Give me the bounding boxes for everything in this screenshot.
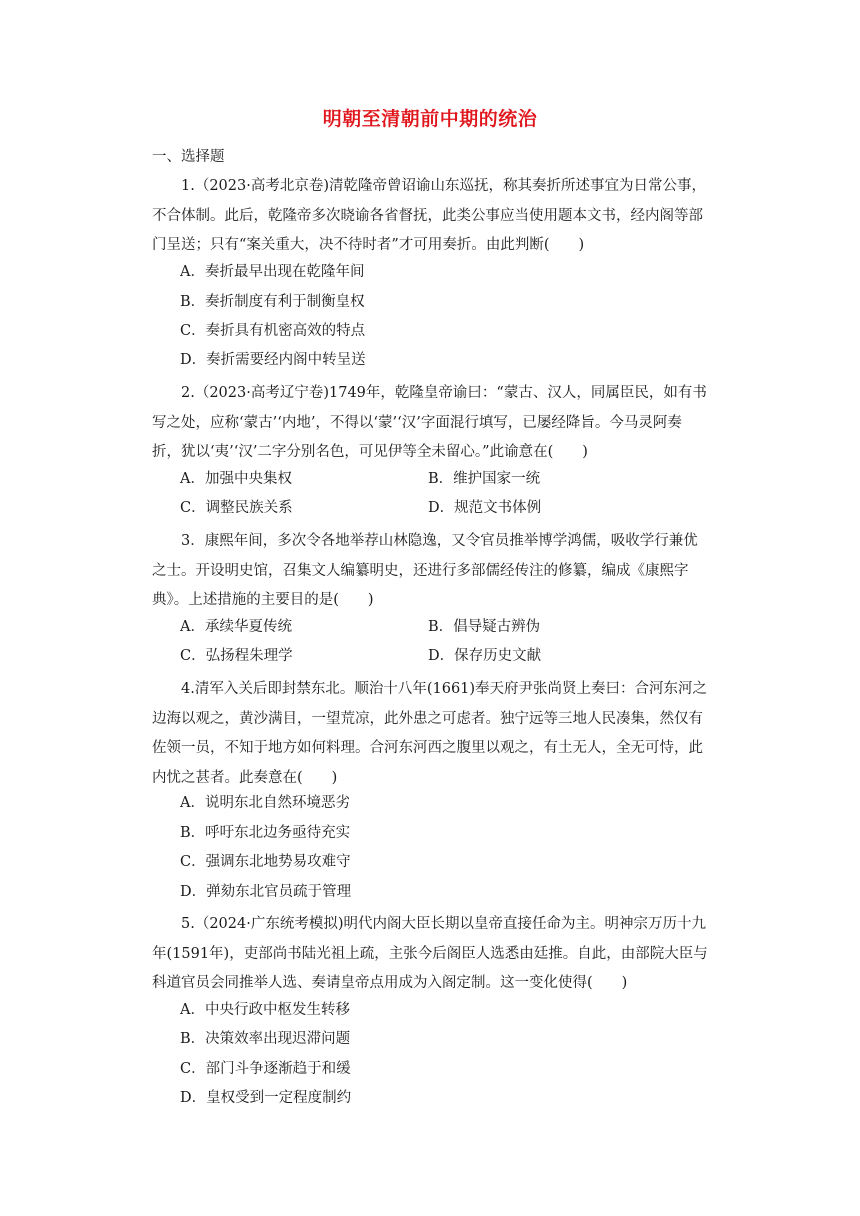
question-5-option-c[interactable]: C．部门斗争逐渐趋于和缓 (180, 1061, 351, 1077)
question-2-option-a[interactable]: A．加强中央集权 (180, 471, 292, 487)
question-4-option-d[interactable]: D．弹劾东北官员疏于管理 (180, 884, 352, 900)
question-1-stem: 1.（2023·高考北京卷)清乾隆帝曾诏谕山东巡抚，称其奏折所述事宜为日常公事，不合体制。此后，乾隆帝多次晓谕各省督抚，此类公事应当使用题本文书，经内阁等部门呈送；只有“案关重大，决不待时者”才可用奏折。由此判断( ) (152, 178, 706, 253)
page-title: 明朝至清朝前中期的统治 (322, 108, 538, 130)
question-4-stem: 4.清军入关后即封禁东北。顺治十八年(1661)奉天府尹张尚贤上奏曰：合河东河之边海以观之，黄沙满目，一望荒凉，此外患之可虑者。独宁远等三地人民凑集，然仅有佐领一员，不知于地方如何料理。合河东河西之腹里以观之，有土无人，全无可恃，此内忧之甚者。此奏意在( ) (152, 681, 708, 786)
question-3-option-c[interactable]: C．弘扬程朱理学 (180, 648, 293, 664)
question-3-option-a[interactable]: A．承续华夏传统 (180, 619, 292, 635)
question-5-option-d[interactable]: D．皇权受到一定程度制约 (180, 1090, 352, 1106)
question-3-stem: 3．康熙年间，多次令各地举荐山林隐逸，又令官员推举博学鸿儒，吸收学行兼优之士。开设明史馆，召集文人编纂明史，还进行多部儒经传注的修纂，编成《康熙字典》。上述措施的主要目的是( ) (152, 533, 698, 608)
question-1-option-a[interactable]: A．奏折最早出现在乾隆年间 (180, 264, 365, 280)
question-2-option-c[interactable]: C．调整民族关系 (180, 500, 293, 516)
question-2-option-d[interactable]: D．规范文书体例 (428, 500, 542, 516)
question-2-option-b[interactable]: B．维护国家一统 (428, 471, 541, 487)
question-1-option-d[interactable]: D．奏折需要经内阁中转呈送 (180, 352, 366, 368)
question-5-stem: 5.（2024·广东统考模拟)明代内阁大臣长期以皇帝直接任命为主。明神宗万历十九年(1591年)，吏部尚书陆光祖上疏，主张今后阁臣人选悉由廷推。自此，由部院大臣与科道官员会同推举人选、奏请皇帝点用成为入阁定制。这一变化使得( ) (152, 916, 708, 991)
section-heading: 一、选择题 (152, 149, 225, 165)
question-4-option-b[interactable]: B．呼吁东北边务亟待充实 (180, 825, 351, 841)
question-3-option-b[interactable]: B．倡导疑古辨伪 (428, 619, 541, 635)
question-4-option-a[interactable]: A．说明东北自然环境恶劣 (180, 795, 350, 811)
question-5-option-a[interactable]: A．中央行政中枢发生转移 (180, 1002, 350, 1018)
question-4-option-c[interactable]: C．强调东北地势易攻难守 (180, 854, 351, 870)
question-3-option-d[interactable]: D．保存历史文献 (428, 648, 542, 664)
question-1-option-c[interactable]: C．奏折具有机密高效的特点 (180, 323, 366, 339)
question-5-option-b[interactable]: B．决策效率出现迟滞问题 (180, 1031, 351, 1047)
question-1-option-b[interactable]: B．奏折制度有利于制衡皇权 (180, 294, 365, 310)
question-2-stem: 2.（2023·高考辽宁卷)1749年，乾隆皇帝谕曰：“蒙古、汉人，同属臣民，如有书写之处，应称‘蒙古’‘内地’，不得以‘蒙’‘汉’字面混行填写，已屡经降旨。今马灵阿奏折，犹以‘夷’‘汉’二字分别名色，可见伊等全未留心。”此谕意在( ) (152, 385, 707, 460)
